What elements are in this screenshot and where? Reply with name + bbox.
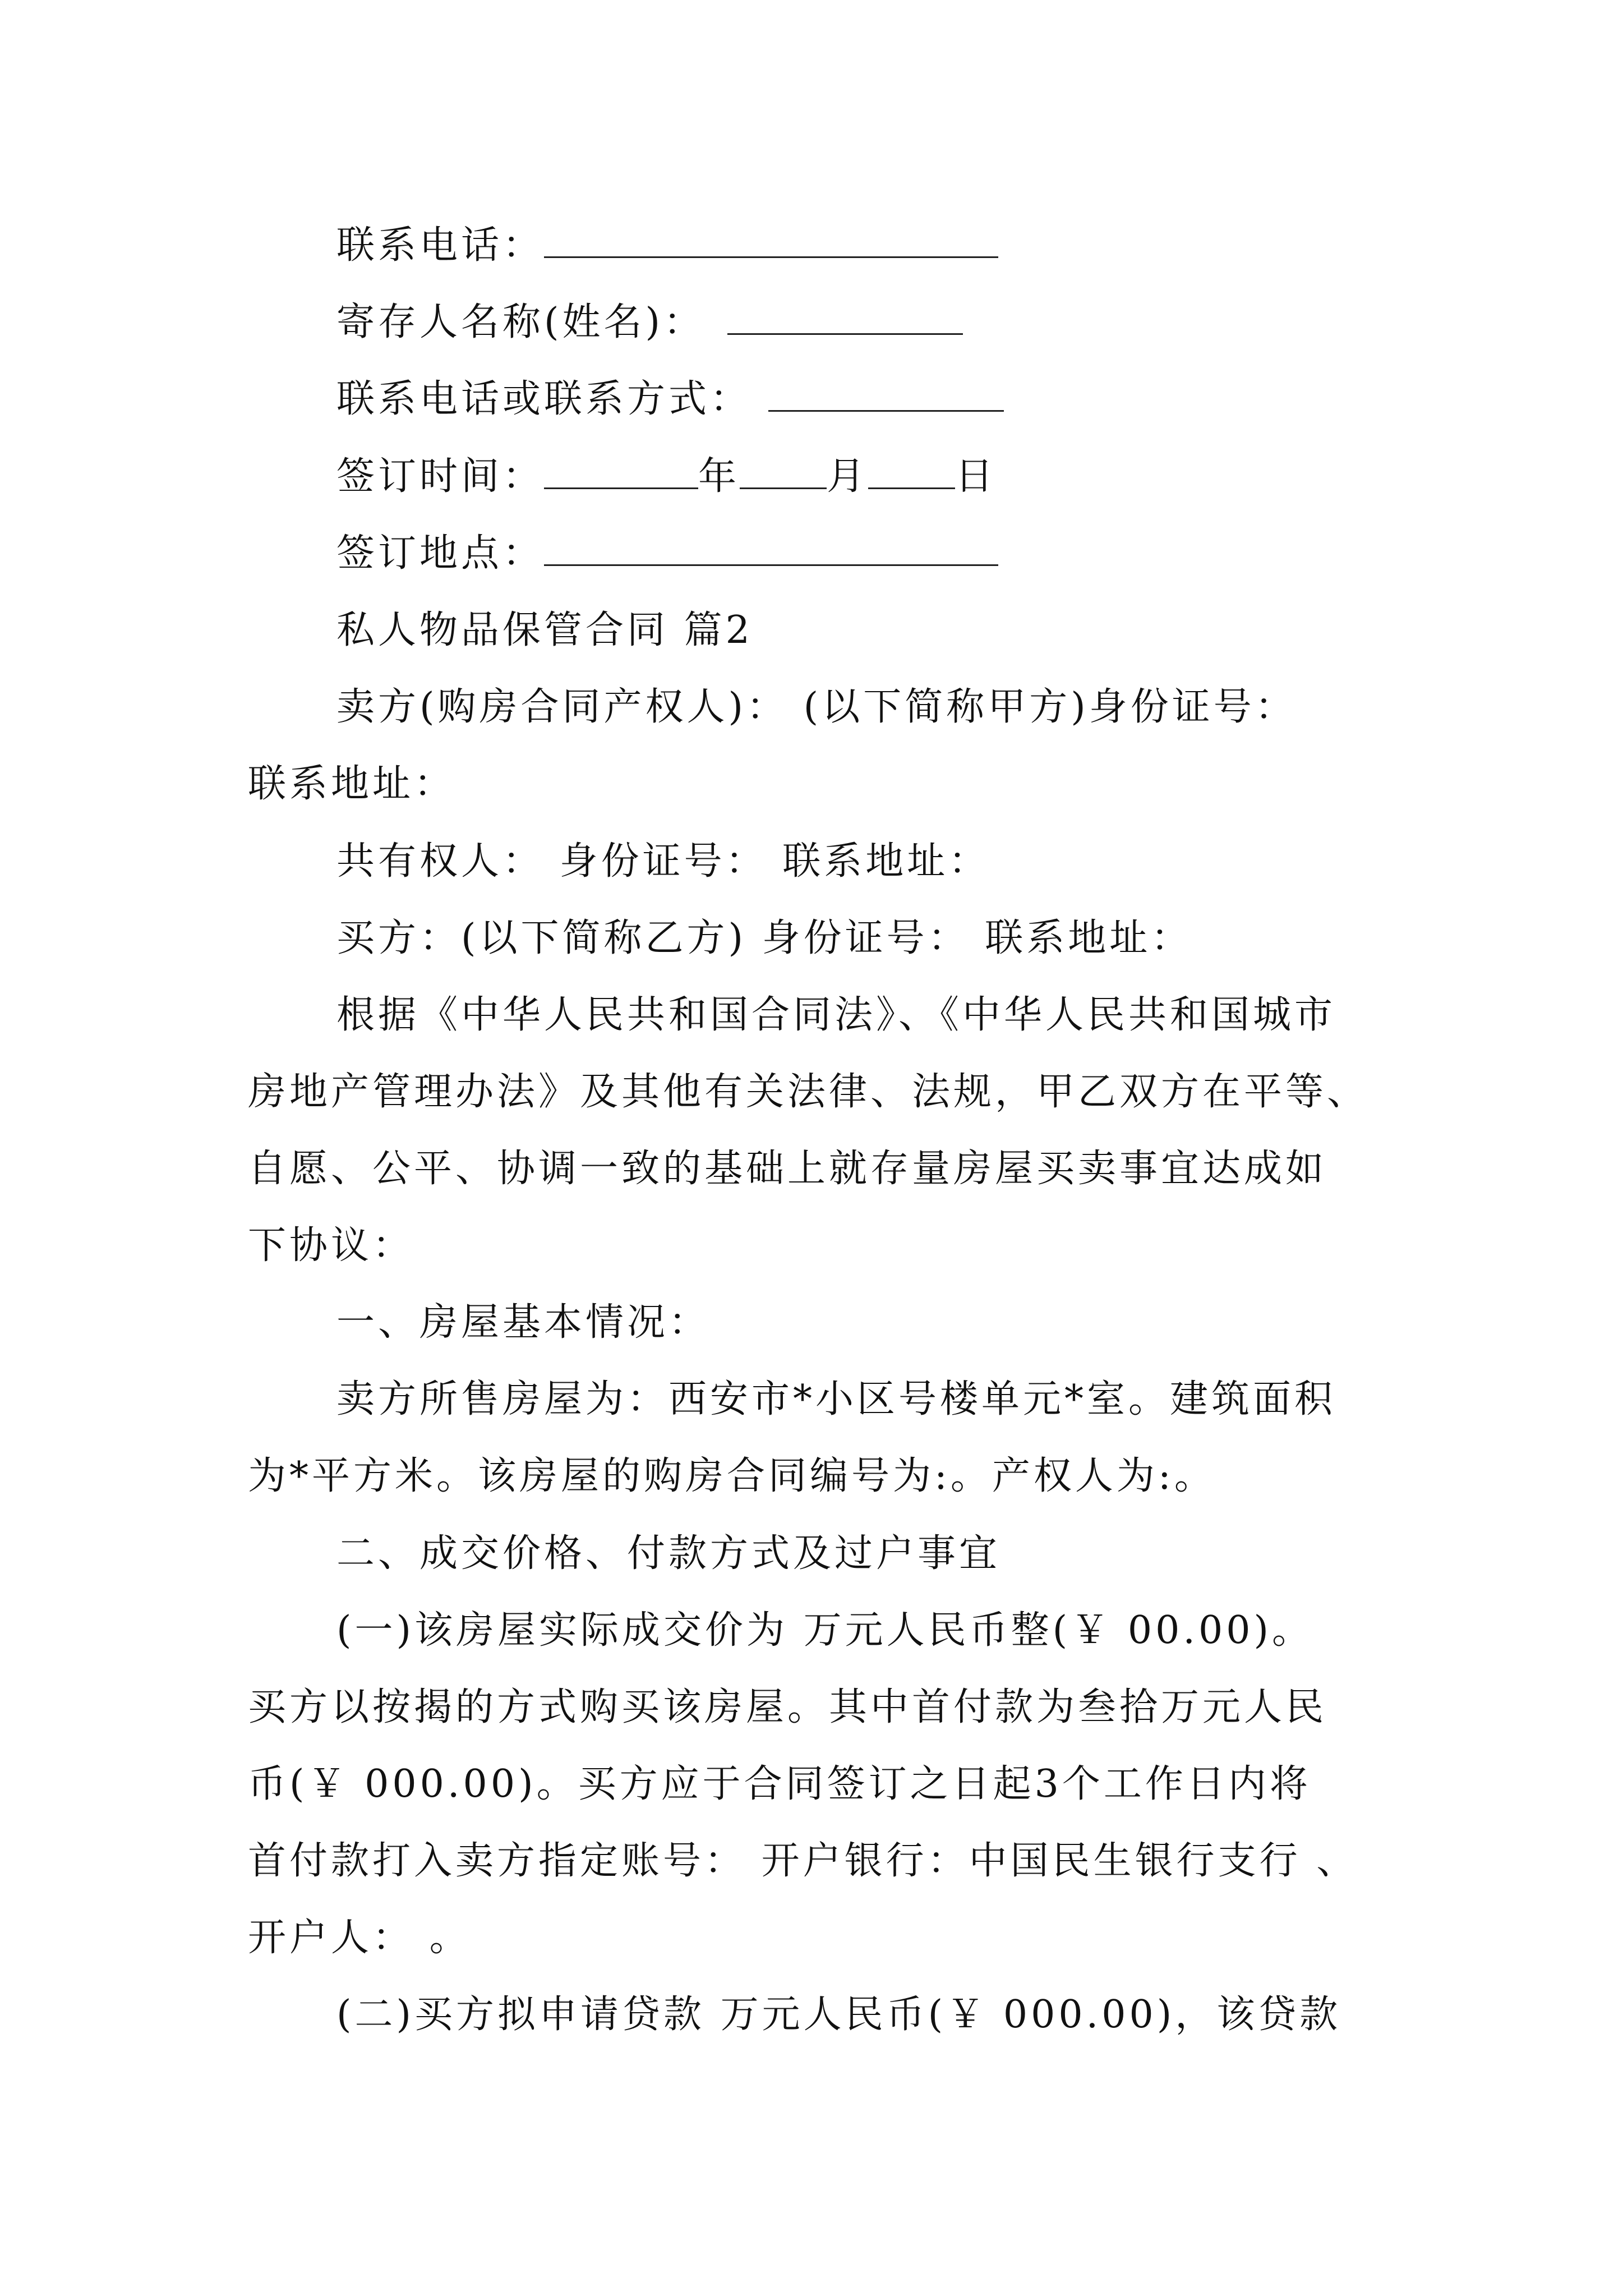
section-title: 私人物品保管合同 篇2 — [336, 608, 753, 652]
contact-label: 联系电话或联系方式： — [336, 377, 752, 421]
day-label: 日 — [955, 454, 997, 499]
basis-line-3: 自愿、公平、协调一致的基础上就存量房屋买卖事宜达成如 — [248, 1147, 1327, 1191]
phone-field — [336, 223, 998, 268]
payment-line-4: 首付款打入卖方指定账号： 开户银行：中国民生银行支行 、 — [248, 1839, 1358, 1883]
depositor-blank[interactable] — [727, 302, 963, 335]
heading-2: 二、成交价格、付款方式及过户事宜 — [336, 1531, 1001, 1576]
sign-place-label: 签订地点： — [336, 531, 545, 576]
depositor-field — [336, 300, 963, 345]
buyer-line: 买方：(以下简称乙方) 身份证号： 联系地址： — [336, 916, 1193, 960]
payment-line-2: 买方以按揭的方式购买该房屋。其中首付款为叁拾万元人民 — [248, 1685, 1327, 1729]
contact-blank[interactable] — [768, 379, 1004, 412]
sign-place-blank[interactable] — [544, 533, 998, 566]
house-line-2: 为*平方米。该房屋的购房合同编号为:。产权人为:。 — [248, 1454, 1216, 1498]
sign-time-field — [336, 454, 997, 499]
depositor-label: 寄存人名称(姓名)： — [336, 300, 706, 344]
seller-line-2: 联系地址： — [248, 762, 456, 806]
loan-line-1: (二)买方拟申请贷款 万元人民币(￥ 000.00)，该贷款 — [336, 1993, 1341, 2037]
phone-label: 联系电话： — [336, 223, 545, 268]
co-owner-line: 共有权人： 身份证号： 联系地址： — [336, 839, 990, 884]
heading-1: 一、房屋基本情况： — [336, 1300, 711, 1345]
basis-line-4: 下协议： — [248, 1223, 414, 1268]
house-line-1: 卖方所售房屋为：西安市*小区号楼单元*室。建筑面积 — [336, 1377, 1336, 1421]
contact-field — [336, 377, 1004, 422]
phone-blank[interactable] — [544, 225, 998, 258]
payment-line-3: 币(￥ 000.00)。买方应于合同签订之日起3个工作日内将 — [248, 1762, 1311, 1806]
day-blank[interactable] — [868, 456, 955, 489]
sign-time-label: 签订时间： — [336, 454, 545, 499]
basis-line-2: 房地产管理办法》及其他有关法律、法规，甲乙双方在平等、 — [248, 1070, 1369, 1114]
payment-line-1: (一)该房屋实际成交价为 万元人民币整(￥ 00.00)。 — [336, 1608, 1314, 1653]
basis-line-1: 根据《中华人民共和国合同法》、《中华人民共和国城市 — [336, 993, 1336, 1037]
payment-line-5: 开户人： 。 — [248, 1916, 471, 1960]
month-label: 月 — [827, 454, 869, 499]
seller-line-1: 卖方(购房合同产权人)： (以下简称甲方)身份证号： — [336, 685, 1297, 729]
year-label: 年 — [698, 454, 740, 499]
sign-place-field — [336, 531, 998, 576]
month-blank[interactable] — [740, 456, 827, 489]
year-blank[interactable] — [544, 456, 698, 489]
